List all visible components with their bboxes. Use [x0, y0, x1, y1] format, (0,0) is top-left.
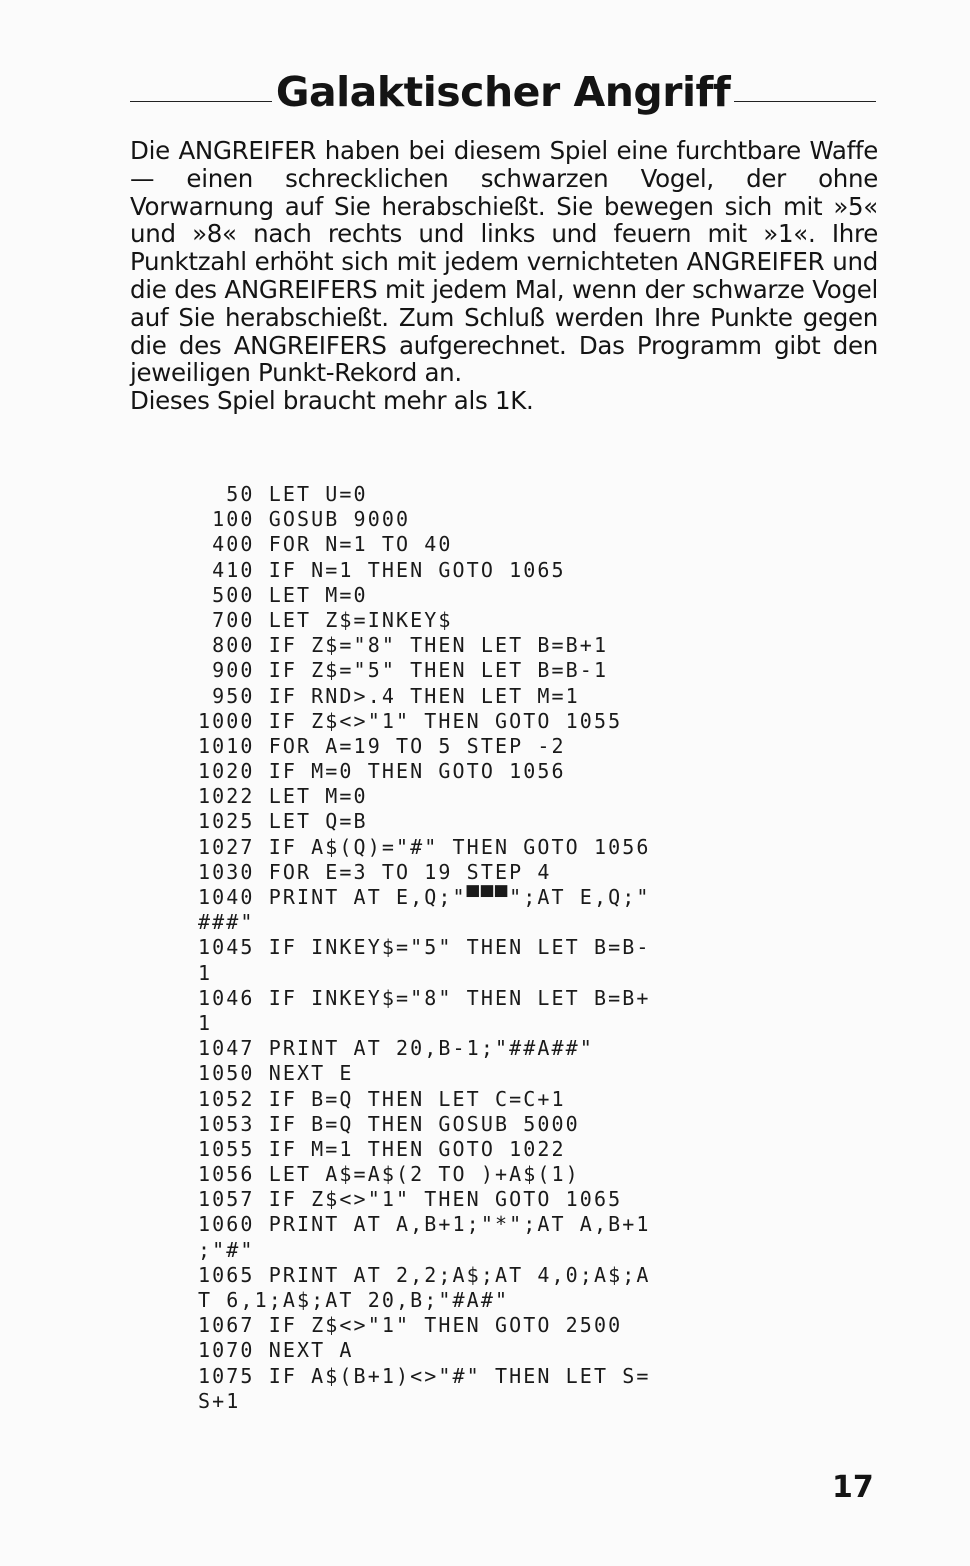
code-line: 1010 FOR A=19 TO 5 STEP -2	[198, 733, 566, 758]
code-line: ###"	[198, 910, 255, 935]
code-line: 1045 IF INKEY$="5" THEN LET B=B-	[198, 935, 651, 960]
code-line: 100 GOSUB 9000	[198, 507, 411, 532]
code-line: 1	[198, 1010, 213, 1035]
code-line: 1050 NEXT E	[198, 1061, 354, 1086]
code-line: 1055 IF M=1 THEN GOTO 1022	[198, 1136, 566, 1161]
code-line: 1030 FOR E=3 TO 19 STEP 4	[198, 859, 552, 884]
code-line: 1052 IF B=Q THEN LET C=C+1	[198, 1086, 566, 1111]
intro-paragraph: Die ANGREIFER haben bei diesem Spiel eine furchtbare Waffe — einen schrecklichen schwarzen Vogel, der ohne Vorwarnung auf Sie herabschießt. Sie bewegen sich mit »5« und »8« nach rechts und links und feuern mit »1«. Ihre Punktzahl erhöht sich mit jedem vernichteten ANGREIFER und die des ANGREIFERS mit jedem Mal, wenn der schwarze Vogel auf Sie herabschießt. Zum Schluß werden Ihre Punkte gegen die des ANGREIFERS aufgerechnet. Das Programm gibt den jeweiligen Punkt-Rekord an.	[130, 136, 878, 388]
page-number: 17	[832, 1470, 874, 1505]
title-rule-right	[734, 101, 876, 102]
title-row	[130, 62, 876, 122]
code-line: 1047 PRINT AT 20,B-1;"##A##"	[198, 1036, 594, 1061]
code-line: 1057 IF Z$<>"1" THEN GOTO 1065	[198, 1187, 623, 1212]
code-line: 1046 IF INKEY$="8" THEN LET B=B+	[198, 985, 651, 1010]
code-line: 1027 IF A$(Q)="#" THEN GOTO 1056	[198, 834, 651, 859]
code-line: 1070 NEXT A	[198, 1338, 354, 1363]
code-line: 700 LET Z$=INKEY$	[198, 607, 453, 632]
code-line: 1020 IF M=0 THEN GOTO 1056	[198, 759, 566, 784]
code-line: 1056 LET A$=A$(2 TO )+A$(1)	[198, 1162, 580, 1187]
code-line: 1040 PRINT AT E,Q;"▀▀▀";AT E,Q;"	[198, 885, 651, 909]
basic-listing	[198, 482, 718, 1414]
code-line: 500 LET M=0	[198, 582, 368, 607]
code-line: 410 IF N=1 THEN GOTO 1065	[198, 557, 566, 582]
code-line: ;"#"	[198, 1237, 255, 1262]
title-rule-left	[130, 101, 272, 102]
code-line: 800 IF Z$="8" THEN LET B=B+1	[198, 633, 609, 658]
code-line: 1065 PRINT AT 2,2;A$;AT 4,0;A$;A	[198, 1262, 651, 1287]
code-line: T 6,1;A$;AT 20,B;"#A#"	[198, 1288, 510, 1312]
code-line: S+1	[198, 1388, 241, 1413]
intro-block	[130, 137, 878, 415]
code-line: 1075 IF A$(B+1)<>"#" THEN LET S=	[198, 1363, 651, 1388]
code-line: 50 LET U=0	[198, 482, 368, 506]
code-line: 950 IF RND>.4 THEN LET M=1	[198, 683, 580, 708]
code-line: 1000 IF Z$<>"1" THEN GOTO 1055	[198, 708, 623, 733]
code-line: 1060 PRINT AT A,B+1;"*";AT A,B+1	[198, 1212, 651, 1237]
intro-last-line: Dieses Spiel braucht mehr als 1K.	[130, 386, 534, 416]
code-line: 1053 IF B=Q THEN GOSUB 5000	[198, 1111, 580, 1136]
code-line: 1067 IF Z$<>"1" THEN GOTO 2500	[198, 1313, 623, 1338]
page-title: Galaktischer Angriff	[275, 68, 731, 116]
code-line: 1025 LET Q=B	[198, 809, 368, 834]
code-line: 400 FOR N=1 TO 40	[198, 532, 453, 557]
code-line: 900 IF Z$="5" THEN LET B=B-1	[198, 658, 609, 683]
code-line: 1022 LET M=0	[198, 784, 368, 809]
code-line: 1	[198, 960, 213, 985]
